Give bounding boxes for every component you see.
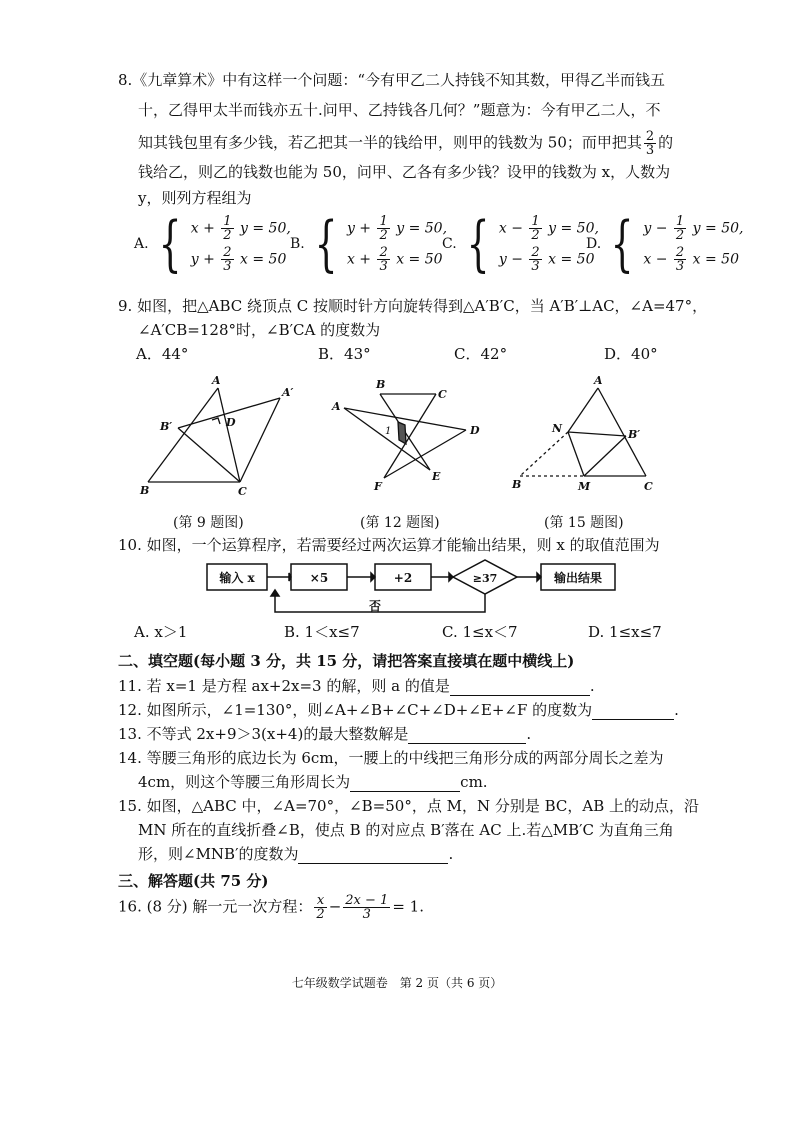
brace: { [158, 209, 182, 279]
q8-line-4: 钱给乙，则乙的钱数也能为 50，问甲、乙各有多少钱？设甲的钱数为 x，人数为 [138, 163, 671, 181]
equation: x + $\frac{1}{2}$ y = 50, [190, 214, 291, 243]
answer-blank-q14[interactable] [350, 775, 460, 792]
label-F: F [374, 480, 382, 493]
page-footer: 七年级数学试题卷 第 2 页（共 6 页） [291, 976, 503, 990]
q10-option-a: A. x＞1 [134, 623, 188, 641]
q10-option-d: D. 1≤x≤7 [588, 623, 662, 641]
answer-blank-q13[interactable] [408, 727, 526, 744]
answer-blank-q15[interactable] [298, 847, 448, 864]
equation: x − $\frac{1}{2}$ y = 50, [498, 214, 599, 243]
flow-add-label: +2 [393, 571, 413, 585]
brace: { [314, 209, 338, 279]
figures [0, 370, 794, 505]
label-D: D [226, 416, 236, 429]
q8-option-a: A. { x + $\frac{1}{2}$ y = 50, y + $\frac{2}{3}$ x = 50 [134, 209, 291, 279]
q9-line-1: 9. 如图，把△ABC 绕顶点 C 按顺时针方向旋转得到△A′B′C，当 A′B′⊥AC，∠A=47°， [118, 297, 708, 315]
label-D: D [470, 424, 480, 437]
q9-option-d: D．40° [604, 345, 658, 363]
q15-line-2: MN 所在的直线折叠∠B，使点 B 的对应点 B′落在 AC 上.若△MB′C 为直角三角 [138, 821, 674, 839]
label-B: B [512, 478, 522, 491]
q8-option-c: C. { x − $\frac{1}{2}$ y = 50, y − $\frac{2}{3}$ x = 50 [442, 209, 599, 279]
label-B-prime: B′ [628, 428, 641, 441]
equation: y + $\frac{2}{3}$ x = 50 [190, 245, 287, 274]
label-N: N [552, 422, 563, 435]
section-2-heading: 二、填空题(每小题 3 分，共 15 分，请把答案直接填在题中横线上) [118, 652, 575, 670]
answer-blank-q12[interactable] [592, 703, 674, 720]
label-A: A [332, 400, 341, 413]
label-B: B [376, 378, 386, 391]
brace: { [610, 209, 634, 279]
q16: 16. (8 分) 解一元一次方程： $\frac{x}{2}$ − $\frac{2x - 1}{3}$ = 1. [118, 893, 424, 922]
q12: 12. 如图所示，∠1=130°，则∠A+∠B+∠C+∠D+∠E+∠F 的度数为 . [118, 701, 679, 719]
q8-line-1: 8.《九章算术》中有这样一个问题：“今有甲乙二人持钱不知其数，甲得乙半而钱五 [118, 71, 665, 89]
q9-option-b: B．43° [318, 345, 371, 363]
caption-fig-12: (第 12 题图) [360, 515, 440, 531]
label-E: E [432, 470, 441, 483]
figure-12 [331, 378, 480, 493]
brace: { [466, 209, 490, 279]
section-3-heading: 三、解答题(共 75 分) [118, 872, 269, 890]
q8-line-3: 知其钱包里有多少钱，若乙把其一半的钱给甲，则甲的钱数为 50；而甲把其 $\frac{2}{3}$ 的 [138, 129, 674, 158]
equation: y − $\frac{2}{3}$ x = 50 [498, 245, 595, 274]
q8-fraction: $\frac{2}{3}$ [645, 129, 655, 158]
q10-option-b: B. 1＜x≤7 [284, 623, 360, 641]
equation: x − $\frac{2}{3}$ x = 50 [643, 245, 739, 274]
q14-line-1: 14. 等腰三角形的底边长为 6cm，一腰上的中线把三角形分成的两部分周长之差为 [118, 749, 664, 767]
q10-option-c: C. 1≤x＜7 [442, 623, 518, 641]
label-A: A [212, 374, 221, 387]
q8-line-5: y，则列方程组为 [138, 189, 252, 207]
label-C: C [238, 485, 247, 498]
figure-9 [139, 374, 294, 498]
answer-blank-q11[interactable] [450, 679, 590, 696]
q10-flowchart [205, 556, 625, 618]
q9-option-c: C．42° [454, 345, 508, 363]
label-C: C [644, 480, 653, 493]
q14-line-2: 4cm，则这个等腰三角形周长为 cm. [138, 773, 488, 791]
q11: 11. 若 x=1 是方程 ax+2x=3 的解，则 a 的值是 . [118, 677, 595, 695]
label-A: A [594, 374, 603, 387]
equation: y − $\frac{1}{2}$ y = 50, [643, 214, 744, 243]
label-B: B [140, 484, 150, 497]
flow-multiply-label: ×5 [309, 571, 329, 585]
q9-line-2: ∠A′CB=128°时，∠B′CA 的度数为 [138, 321, 381, 339]
label-C: C [438, 388, 447, 401]
label-angle-1: 1 [385, 426, 392, 437]
flow-no-label: 否 [368, 599, 382, 613]
q8-option-b: B. { y + $\frac{1}{2}$ y = 50, x + $\frac{2}{3}$ x = 50 [290, 209, 448, 279]
q13: 13. 不等式 2x+9＞3(x+4)的最大整数解是 . [118, 725, 532, 743]
label-B-prime: B′ [160, 420, 173, 433]
equation: x + $\frac{2}{3}$ x = 50 [346, 245, 443, 274]
q15-line-1: 15. 如图，△ABC 中，∠A=70°，∠B=50°，点 M，N 分别是 BC，AB 上的动点，沿 [118, 797, 700, 815]
q15-line-3: 形，则∠MNB′的度数为 . [138, 845, 454, 863]
q8-line-2: 十，乙得甲太半而钱亦五十.问甲、乙持钱各几何？”题意为：今有甲乙二人，不 [138, 101, 661, 119]
caption-fig-15: (第 15 题图) [544, 515, 624, 531]
figure-15 [511, 374, 653, 493]
flow-condition-label: ≥37 [472, 572, 498, 585]
caption-fig-9: (第 9 题图) [173, 515, 244, 531]
flow-input-label: 输入 x [219, 571, 255, 585]
q10-line-1: 10. 如图，一个运算程序，若需要经过两次运算才能输出结果，则 x 的取值范围为 [118, 536, 660, 554]
equation: y + $\frac{1}{2}$ y = 50, [346, 214, 448, 243]
flow-output-label: 输出结果 [553, 571, 603, 585]
label-M: M [578, 480, 591, 493]
label-A-prime: A′ [282, 386, 294, 399]
q8-option-d: D. { y − $\frac{1}{2}$ y = 50, x − $\frac{2}{3}$ x = 50 [586, 209, 744, 279]
q9-option-a: A．44° [136, 345, 189, 363]
